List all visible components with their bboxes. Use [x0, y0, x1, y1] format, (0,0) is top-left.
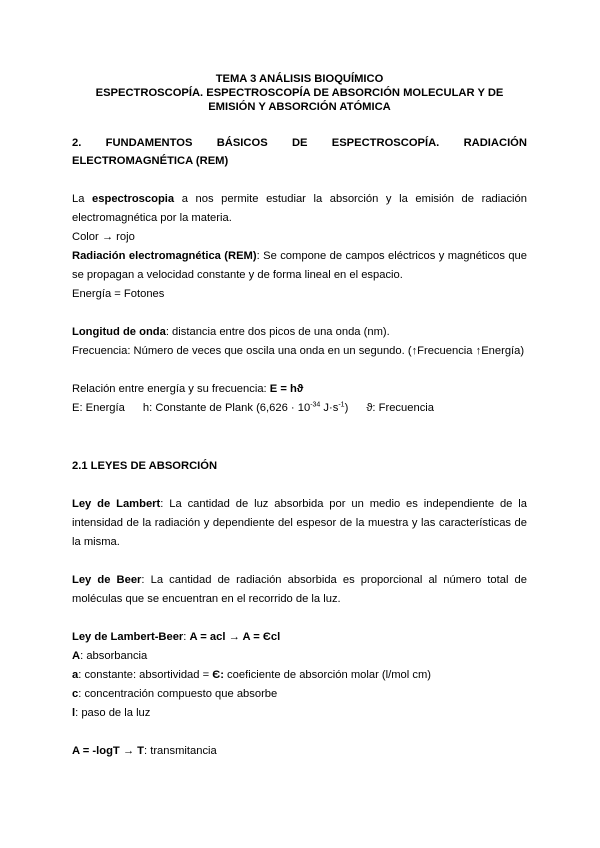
heading-word: ESPECTROSCOPÍA. [331, 137, 440, 149]
text-run: : [183, 631, 190, 643]
relacion-line [72, 382, 527, 396]
text-run: : [78, 688, 85, 700]
text-run: : [80, 650, 87, 662]
lambert-line3: la misma. [72, 536, 120, 548]
text-run: : [75, 707, 82, 719]
list-item [72, 649, 527, 663]
text-run: : transmitancia [144, 745, 217, 757]
text-run: concentración compuesto que absorbe [84, 688, 278, 700]
heading-word: RADIACIÓN [463, 137, 527, 149]
beer-line2: moléculas que se encuentran en el recorrido de la luz. [72, 593, 341, 605]
frecuencia-line: Frecuencia: Número de veces que oscila una onda en un segundo. (↑Frecuencia ↑Energía) [72, 345, 525, 357]
energia-fotones: Energía = Fotones [72, 288, 165, 300]
heading-word: FUNDAMENTOS [105, 137, 193, 149]
longitud-onda-line [72, 325, 527, 339]
term-lambert-beer: Ley de Lambert-Beer [72, 631, 184, 643]
text-run: : La cantidad de radiación absorbida es proporcional al número total de [141, 574, 527, 586]
item-key: c [72, 688, 79, 700]
text-run: : Se compone de campos eléctricos y magnéticos que [256, 250, 527, 262]
formula-transmitancia: A = -logT → T [72, 745, 144, 757]
doc-subtitle-line2: EMISIÓN Y ABSORCIÓN ATÓMICA [208, 101, 391, 113]
formula-planck: E = hϑ [269, 383, 304, 395]
list-item [72, 687, 527, 701]
heading-word: DE [291, 137, 308, 149]
term-lambert: Ley de Lambert [72, 498, 161, 510]
legend-h [143, 402, 348, 414]
espectroscopia-line2: electromagnética por la materia. [72, 212, 232, 224]
lambert-beer-line [72, 630, 527, 644]
term-beer: Ley de Beer [72, 574, 142, 586]
formula-lambert-beer: A = acl → A = Єcl [189, 631, 281, 643]
text-run: h: Constante de Plank (6,626 · 10 [142, 402, 311, 414]
legend-e: E: Energía [72, 402, 125, 414]
epsilon-symbol: Є: [212, 669, 224, 681]
item-key: A [72, 650, 81, 662]
text-run: ) [344, 402, 349, 414]
list-item [72, 706, 527, 720]
exponent: -34 [310, 401, 321, 409]
term-espectroscopia: espectroscopia [92, 193, 175, 205]
text-run: : distancia entre dos picos de una onda (nm). [165, 326, 390, 338]
relacion-legend [72, 401, 527, 415]
text-run: La [72, 193, 93, 205]
text-run: : constante: absortividad = [78, 669, 213, 681]
espectroscopia-paragraph [72, 192, 527, 206]
transmitancia-line [72, 744, 527, 758]
text-run: Relación entre energía y su frecuencia: [72, 383, 270, 395]
text-run: a nos permite estudiar la absorción y la emisión de radiación [174, 193, 527, 205]
exponent: -1 [338, 401, 345, 409]
term-longitud-onda: Longitud de onda [72, 326, 166, 338]
legend-frequency: ϑ: Frecuencia [366, 402, 434, 414]
beer-paragraph [72, 573, 527, 587]
text-run: : La cantidad de luz absorbida por un medio es independiente de la [160, 498, 527, 510]
text-run: absorbancia [86, 650, 148, 662]
lambert-line2: intensidad de la radiación y dependiente del espesor de la muestra y las características de [72, 517, 527, 529]
term-rem: Radiación electromagnética (REM) [72, 250, 257, 262]
doc-subtitle-line1: ESPECTROSCOPÍA. ESPECTROSCOPÍA DE ABSORCIÓN MOLECULAR Y DE [95, 87, 504, 99]
color-note: Color → rojo [72, 231, 135, 243]
text-run: coeficiente de absorción molar (l/mol cm) [223, 669, 431, 681]
rem-paragraph [72, 249, 527, 263]
lambert-paragraph [72, 497, 527, 511]
section-2-heading-line2: ELECTROMAGNÉTICA (REM) [72, 155, 229, 167]
section-2-heading [72, 136, 527, 150]
heading-word: 2. [72, 137, 82, 149]
rem-line2: se propagan a velocidad constante y de forma lineal en el espacio. [72, 269, 403, 281]
text-run: paso de la luz [81, 707, 151, 719]
list-item [72, 668, 527, 682]
text-run: J·s [320, 402, 339, 414]
item-key: a [72, 669, 79, 681]
item-key: l [72, 707, 76, 719]
heading-word: BÁSICOS [216, 137, 268, 149]
section-2-1-heading: 2.1 LEYES DE ABSORCIÓN [72, 460, 218, 472]
doc-title: TEMA 3 ANÁLISIS BIOQUÍMICO [215, 73, 384, 85]
